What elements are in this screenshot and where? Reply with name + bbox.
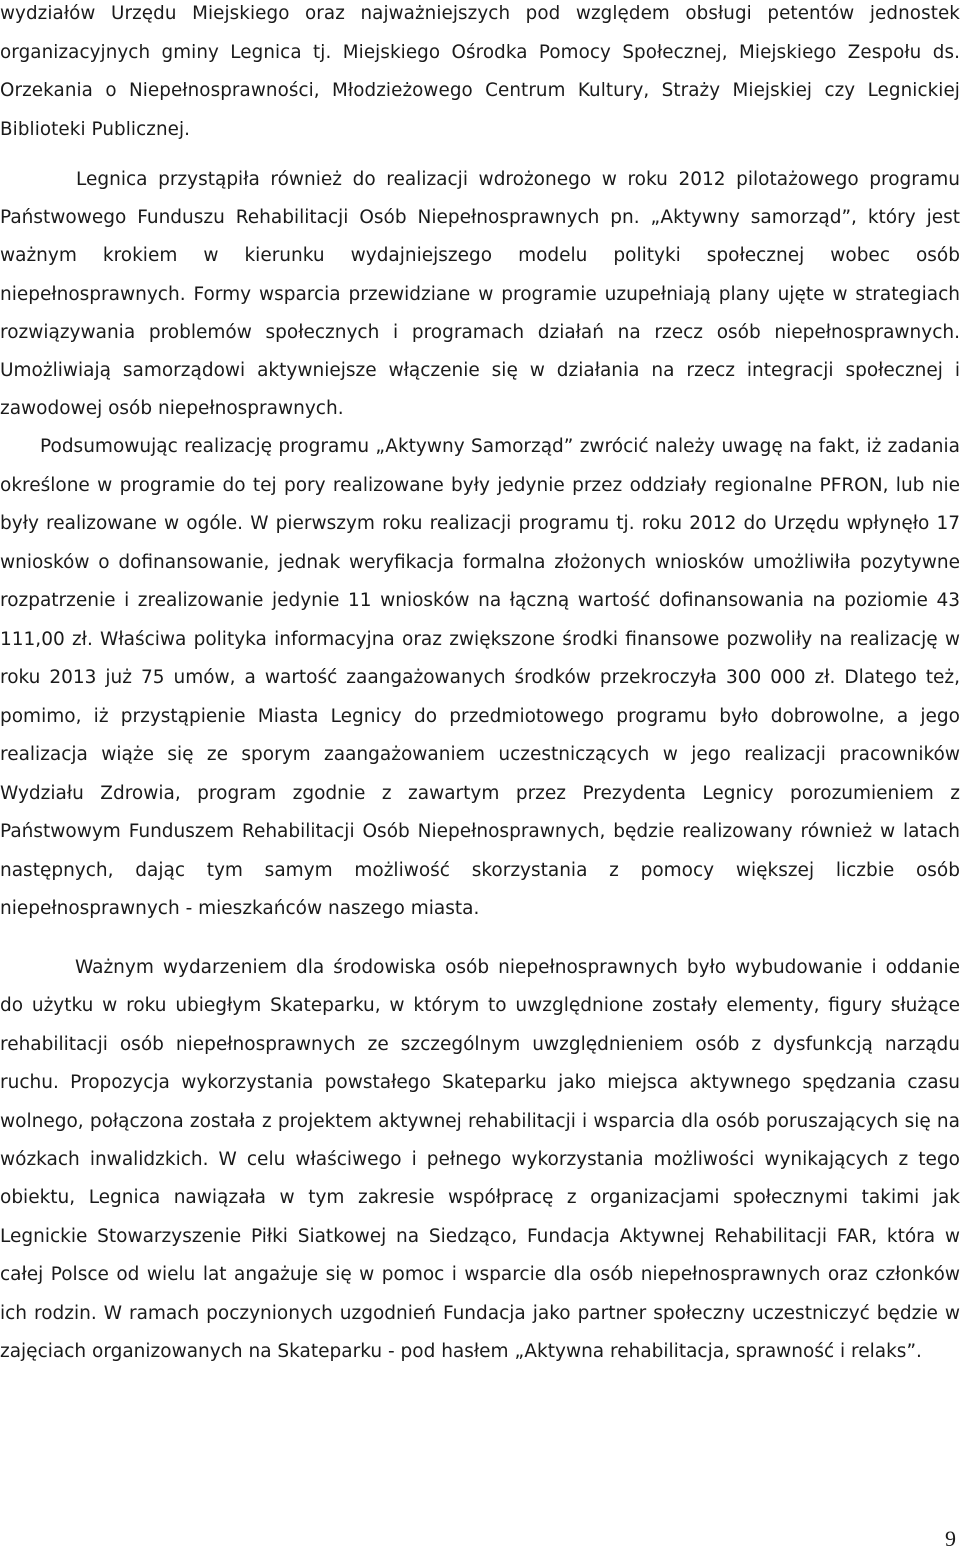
page-number: 9 [945,1526,956,1551]
paragraph-2: Legnica przystąpiła również do realizacji wdrożonego w roku 2012 pilotażowego programu Państwowego Funduszu Rehabilitacji Osób Niepełnosprawnych pn. „Aktywny samorząd”, który jest ważnym krokiem w kierunku wydajniejszego modelu polityki społecznej wobec osób niepełnosprawnych. Formy wsparcia przewidziane w programie uzupełniają plany ujęte w strategiach rozwiązywania problemów społecznych i programach działań na rzecz osób niepełnosprawnych. Umożliwiają samorządowi aktywniejsze włączenie się w działania na rzecz integracji społecznej i zawodowej osób niepełnosprawnych. [0,169,960,420]
paragraph-1: wydziałów Urzędu Miejskiego oraz najważniejszych pod względem obsługi petentów jednostek organizacyjnych gminy Legnica tj. Miejskiego Ośrodka Pomocy Społecznej, Miejskiego Zespołu ds. Orzekania o Niepełnosprawności, Młodzieżowego Centrum Kultury, Straży Miejskiej czy Legnickiej Biblioteki Publicznej. [0,3,960,140]
paragraph-3: Podsumowując realizację programu „Aktywny Samorząd” zwrócić należy uwagę na fakt, iż zadania określone w programie do tej pory realizowane były jedynie przez oddziały regionalne PFRON, lub nie były realizowane w ogóle. W pierwszym roku realizacji programu tj. roku 2012 do Urzędu wpłynęło 17 wniosków o dofinansowanie, jednak weryfikacja formalna złożonych wniosków umożliwiła pozytywne rozpatrzenie i zrealizowanie jedynie 11 wniosków na łączną wartość dofinansowania na poziomie 43 111,00 zł. Właściwa polityka informacyjna oraz zwiększone środki finansowe pozwoliły na realizację w roku 2013 już 75 umów, a wartość zaangażowanych środków przekroczyła 300 000 zł. Dlatego też, pomimo, iż przystąpienie Miasta Legnicy do przedmiotowego programu było dobrowolne, a jego realizacja wiąże się ze sporym zaangażowaniem uczestniczących w jego realizacji pracowników Wydziału Zdrowia, program zgodnie z zawartym przez Prezydenta Legnicy porozumieniem z Państwowym Funduszem Rehabilitacji Osób Niepełnosprawnych, będzie realizowany również w latach następnych, dając tym samym możliwość skorzystania z pomocy większej liczbie osób niepełnosprawnych - mieszkańców naszego miasta. [0,436,960,920]
paragraph-4: Ważnym wydarzeniem dla środowiska osób niepełnosprawnych było wybudowanie i oddanie do użytku w roku ubiegłym Skateparku, w którym to uwzględnione zostały elementy, figury służące rehabilitacji osób niepełnosprawnych ze szczególnym uwzględnieniem osób z dysfunkcją narządu ruchu. Propozycja wykorzystania powstałego Skateparku jako miejsca aktywnego spędzania czasu wolnego, połączona została z projektem aktywnej rehabilitacji i wsparcia dla osób poruszających się na wózkach inwalidzkich. W celu właściwego i pełnego wykorzystania możliwości wynikających z tego obiektu, Legnica nawiązała w tym zakresie współpracę z organizacjami społecznymi takimi jak Legnickie Stowarzyszenie Piłki Siatkowej na Siedząco, Fundacja Aktywnej Rehabilitacji FAR, która w całej Polsce od wielu lat angażuje się w pomoc i wsparcie dla osób niepełnosprawnych oraz członków ich rodzin. W ramach poczynionych uzgodnień Fundacja jako partner społeczny uczestniczyć będzie w zajęciach organizowanych na Skateparku - pod hasłem „Aktywna rehabilitacja, sprawność i relaks”. [0,956,960,1362]
